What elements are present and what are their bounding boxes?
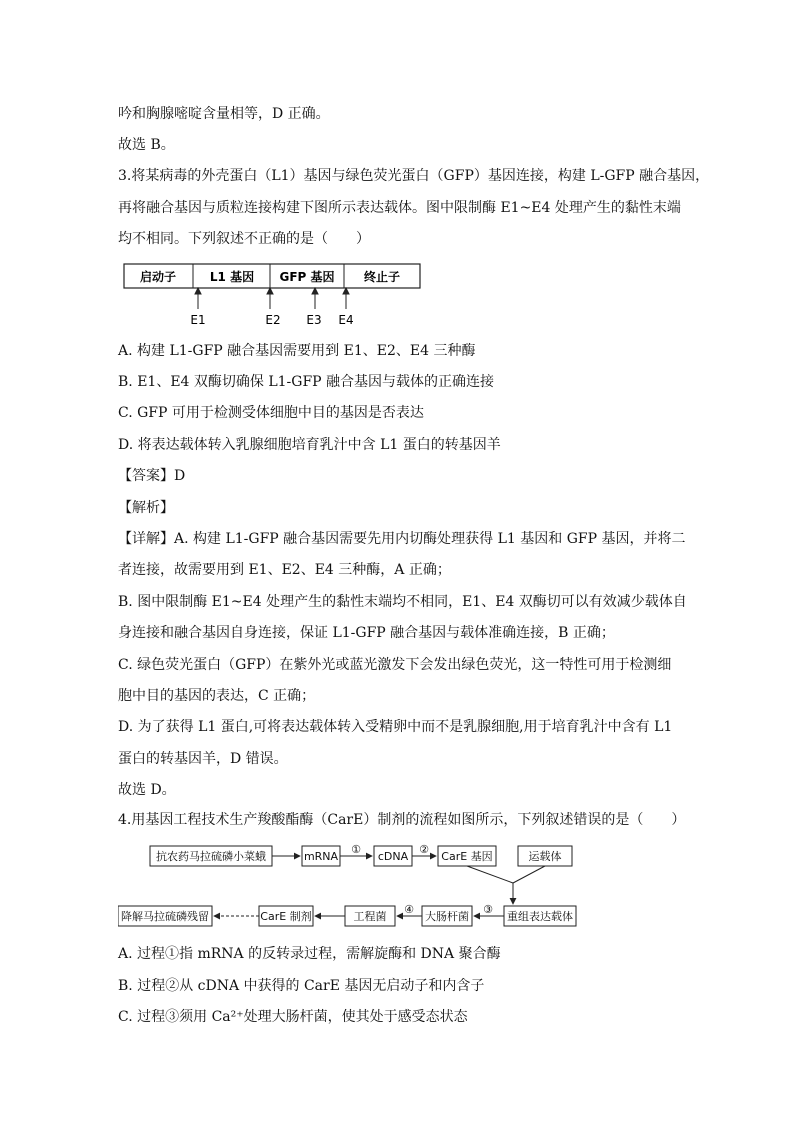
box-cdna: cDNA — [377, 850, 409, 863]
explanation-line: 蛋白的转基因羊，D 错误。 — [118, 751, 288, 767]
text-line: 故选 D。 — [118, 782, 176, 798]
site-e2: E2 — [265, 313, 281, 327]
explanation-line: D. 为了获得 L1 蛋白,可将表达载体转入受精卵中而不是乳腺细胞,用于培育乳汁中含有 L1 — [118, 719, 673, 735]
box-care-prep: CarE 制剂 — [260, 910, 312, 923]
flow-diagram — [118, 838, 588, 938]
analysis-label: 【解析】 — [118, 500, 174, 516]
explanation-line: C. 绿色荧光蛋白（GFP）在紫外光或蓝光激发下会发出绿色荧光，这一特性可用于检测细 — [118, 657, 672, 673]
box-care-gene: CarE 基因 — [441, 850, 493, 863]
explanation-line: 身连接和融合基因自身连接，保证 L1-GFP 融合基因与载体准确连接，B 正确； — [118, 625, 615, 641]
box-recombinant: 重组表达载体 — [507, 910, 573, 923]
site-e4: E4 — [338, 313, 354, 327]
segment-gfp-gene: GFP 基因 — [279, 270, 335, 284]
question-3-stem: 均不相同。下列叙述不正确的是（ ） — [118, 231, 370, 247]
option-d: D. 将表达载体转入乳腺细胞培育乳汁中含 L1 蛋白的转基因羊 — [118, 437, 501, 453]
step-4: ④ — [404, 903, 414, 916]
step-3: ③ — [483, 903, 493, 916]
question-4-stem: 4.用基因工程技术生产羧酸酯酶（CarE）制剂的流程如图所示，下列叙述错误的是（ ） — [118, 812, 686, 828]
option-b: B. 过程②从 cDNA 中获得的 CarE 基因无启动子和内含子 — [118, 978, 485, 994]
option-c: C. GFP 可用于检测受体细胞中目的基因是否表达 — [118, 405, 424, 421]
option-a: A. 过程①指 mRNA 的反转录过程，需解旋酶和 DNA 聚合酶 — [118, 946, 501, 962]
box-mrna: mRNA — [303, 850, 339, 863]
box-ecoli: 大肠杆菌 — [425, 910, 469, 923]
question-3-stem: 3.将某病毒的外壳蛋白（L1）基因与绿色荧光蛋白（GFP）基因连接，构建 L-GFP 融合基因， — [118, 168, 710, 184]
box-moth: 抗农药马拉硫磷小菜蛾 — [156, 850, 266, 863]
option-c: C. 过程③须用 Ca²⁺处理大肠杆菌，使其处于感受态状态 — [118, 1009, 468, 1025]
site-e1: E1 — [190, 313, 206, 327]
explanation-line: 胞中目的基因的表达，C 正确； — [118, 688, 316, 704]
site-e3: E3 — [306, 313, 322, 327]
explanation-line: 【详解】A. 构建 L1-GFP 融合基因需要先用内切酶处理获得 L1 基因和 GFP 基因，并将二 — [118, 531, 686, 547]
step-1: ① — [351, 843, 361, 856]
option-a: A. 构建 L1-GFP 融合基因需要用到 E1、E2、E4 三种酶 — [118, 343, 476, 359]
box-carrier: 运载体 — [528, 850, 562, 863]
segment-l1-gene: L1 基因 — [209, 270, 255, 284]
explanation-line: B. 图中限制酶 E1~E4 处理产生的黏性末端均不相同，E1、E4 双酶切可以有效减少载体自 — [118, 594, 687, 610]
segment-terminator: 终止子 — [363, 270, 401, 284]
box-degrade: 降解马拉硫磷残留 — [121, 910, 209, 923]
option-b: B. E1、E4 双酶切确保 L1-GFP 融合基因与载体的正确连接 — [118, 374, 495, 390]
text-line: 故选 B。 — [118, 137, 175, 153]
expression-vector-diagram — [118, 262, 428, 330]
answer-label: 【答案】D — [118, 468, 186, 484]
segment-promoter: 启动子 — [139, 270, 177, 284]
text-line: 吟和胸腺嘧啶含量相等，D 正确。 — [118, 106, 330, 122]
box-engineered: 工程菌 — [353, 910, 387, 923]
step-2: ② — [419, 843, 429, 856]
explanation-line: 者连接，故需要用到 E1、E2、E4 三种酶，A 正确； — [118, 562, 451, 578]
question-3-stem: 再将融合基因与质粒连接构建下图所示表达载体。图中限制酶 E1~E4 处理产生的黏性末端 — [118, 200, 681, 216]
